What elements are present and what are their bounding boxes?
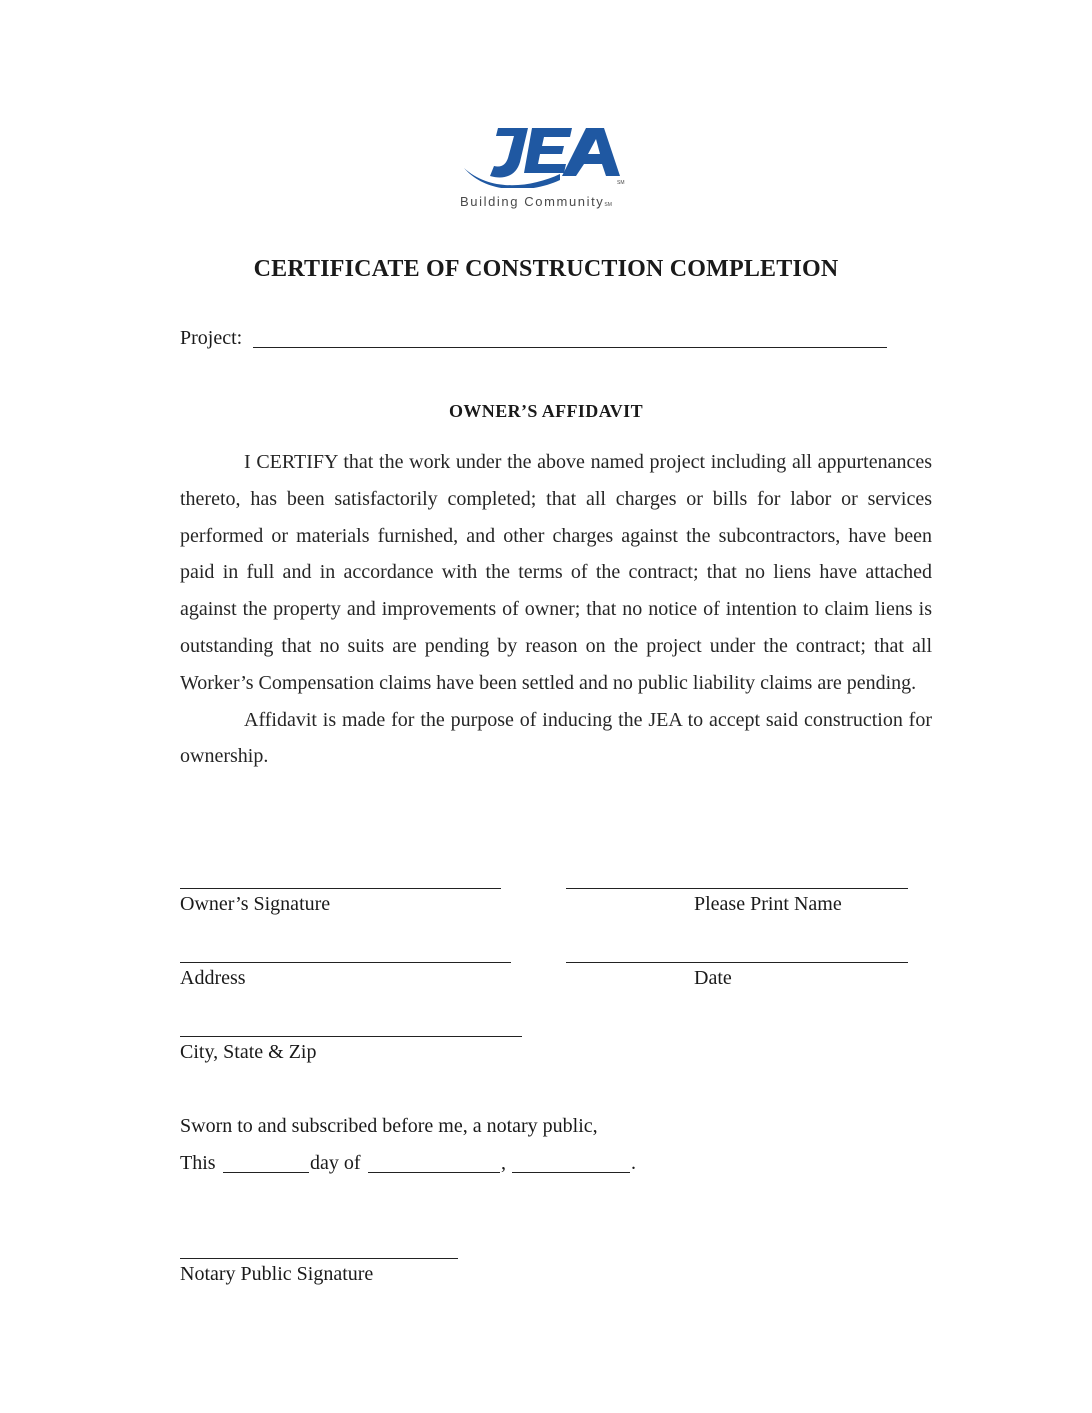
notary-signature-line[interactable] xyxy=(180,1258,458,1259)
owner-signature-line[interactable] xyxy=(180,888,501,889)
affidavit-body xyxy=(180,444,932,775)
notary-period: . xyxy=(631,1152,636,1174)
project-field[interactable] xyxy=(253,327,887,349)
jea-logo-mark xyxy=(460,122,632,188)
notary-signature-label: Notary Public Signature xyxy=(180,1263,374,1285)
logo-tagline-text: Building Community xyxy=(460,194,605,209)
affidavit-paragraph: I CERTIFY that the work under the above named project including all appurtenances thereto, has been satisfactorily completed; that all charges or bills for labor or services performed or materials furnished, and other charges against the subcontractors, have been paid in full and in accordance with the terms of the contract; that no liens have attached against the property and improvements of owner; that no notice of intention to claim liens is outstanding that no suits are pending by reason on the project under the contract; that all Worker’s Compensation claims have been settled and no public liability claims are pending. xyxy=(180,451,932,694)
notary-comma: , xyxy=(501,1152,506,1174)
date-label: Date xyxy=(694,967,732,989)
project-label: Project: xyxy=(180,327,243,349)
logo-tagline-mark: SM xyxy=(604,202,612,208)
city-state-zip-line[interactable] xyxy=(180,1036,522,1037)
address-label: Address xyxy=(180,967,246,989)
jea-logo xyxy=(460,122,640,218)
address-line[interactable] xyxy=(180,962,511,963)
affidavit-paragraph: Affidavit is made for the purpose of inducing the JEA to accept said construction for ownership. xyxy=(180,708,932,768)
print-name-line[interactable] xyxy=(566,888,908,889)
notary-day-line[interactable] xyxy=(223,1172,309,1173)
notary-month-line[interactable] xyxy=(368,1172,500,1173)
notary-this-label: This xyxy=(180,1152,216,1174)
affidavit-heading: OWNER’S AFFIDAVIT xyxy=(449,401,643,421)
notary-year-line[interactable] xyxy=(512,1172,630,1173)
project-underline xyxy=(253,347,887,348)
service-mark: SM xyxy=(617,180,625,186)
logo-tagline xyxy=(460,194,634,209)
owner-signature-label: Owner’s Signature xyxy=(180,893,331,915)
date-line[interactable] xyxy=(566,962,908,963)
city-state-zip-label: City, State & Zip xyxy=(180,1041,317,1063)
notary-sworn-text: Sworn to and subscribed before me, a notary public, xyxy=(180,1115,598,1137)
print-name-label: Please Print Name xyxy=(694,893,842,915)
page-title: CERTIFICATE OF CONSTRUCTION COMPLETION xyxy=(253,256,839,282)
notary-day-of-label: day of xyxy=(310,1152,361,1174)
